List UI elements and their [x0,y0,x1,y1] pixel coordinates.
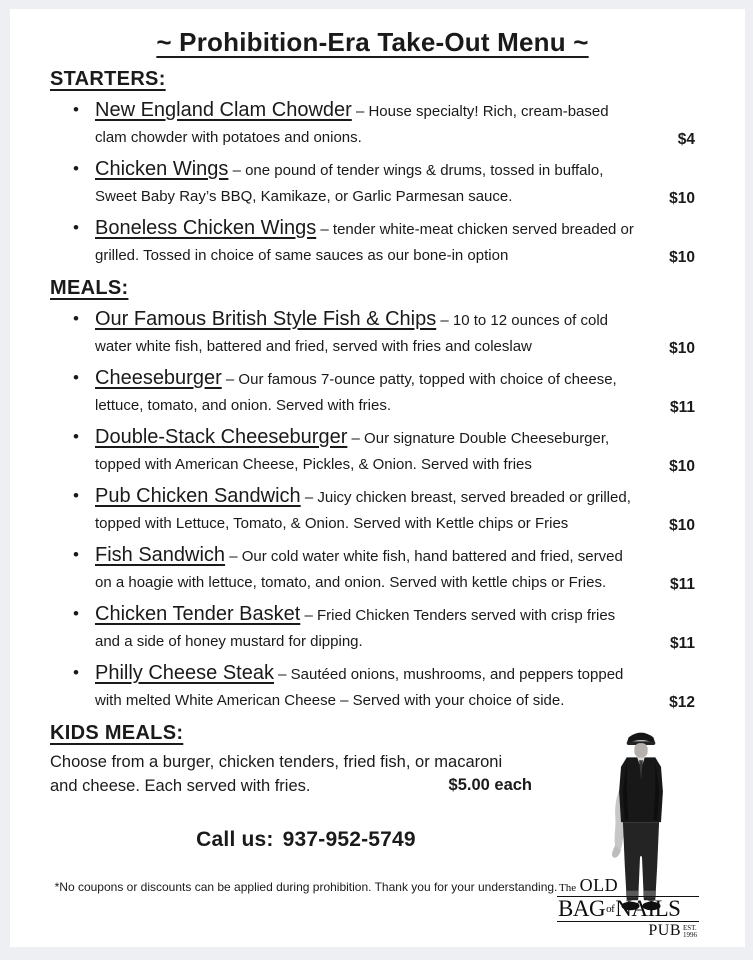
menu-item-price: $10 [669,458,695,475]
menu-item-name: Boneless Chicken Wings [95,217,317,239]
wordmark-established: EST. 1996 [683,924,697,939]
call-us-label: Call us: [196,828,274,851]
menu-item-pub-chicken-sandwich [95,483,695,537]
menu-item-price: $4 [677,131,695,148]
section-starters [50,68,695,269]
section-heading-kids-meals: KIDS MEALS: [50,722,184,744]
menu-item-price: $10 [669,190,695,207]
bullet-icon [73,545,79,565]
menu-item-boneless-wings [95,215,695,269]
bullet-icon [73,486,79,506]
menu-item-price: $11 [669,635,695,652]
bullet-icon [73,368,79,388]
menu-item-name: Our Famous British Style Fish & Chips [95,308,437,330]
phone-number: 937-952-5749 [282,828,416,851]
menu-item-price: $10 [669,249,695,266]
menu-item-fish-sandwich [95,542,695,596]
pub-wordmark [557,875,699,939]
menu-item-name: Chicken Tender Basket [95,603,301,625]
wordmark-old: OLD [579,875,619,895]
section-heading-meals: MEALS: [50,277,129,299]
bullet-icon [73,159,79,179]
menu-item-description: – tender white-meat chicken served breaded or grilled. Tossed in choice of same sauces as our bone-in option [95,221,634,264]
menu-item-description: – 10 to 12 ounces of cold water white fish, battered and fried, served with fries and coleslaw [95,312,609,355]
menu-item-description: – Our cold water white fish, hand battered and fried, served on a hoagie with lettuce, tomato, and onion. Served with kettle chips or Fries. [95,548,623,591]
menu-item-price: $10 [669,517,695,534]
kids-meals-description: Choose from a burger, chicken tenders, fried fish, or macaroni and cheese. Each served with fries. [50,753,503,795]
section-meals [50,277,695,714]
bullet-icon [73,309,79,329]
menu-item-description: – Our famous 7-ounce patty, topped with choice of cheese, lettuce, tomato, and onion. Served with fries. [95,371,617,414]
kids-meals-price: $5.00 each [448,775,532,794]
menu-page [10,9,745,947]
menu-item-name: Philly Cheese Steak [95,662,274,684]
wordmark-of: of [606,903,615,915]
bullet-icon [73,100,79,120]
menu-item-name: New England Clam Chowder [95,99,352,121]
wordmark-pub: PUB [648,922,681,939]
menu-item-philly-cheese-steak [95,660,695,714]
bullet-icon [73,427,79,447]
menu-item-price: $11 [669,576,695,593]
bullet-icon [73,218,79,238]
menu-item-chicken-tender-basket [95,601,695,655]
menu-item-chicken-wings [95,156,695,210]
bullet-icon [73,604,79,624]
menu-item-description: – Our signature Double Cheeseburger, topped with American Cheese, Pickles, & Onion. Served with fries [95,430,610,473]
kids-meals-text-block [50,751,532,798]
menu-item-description: – Fried Chicken Tenders served with crisp fries and a side of honey mustard for dipping. [95,607,616,650]
menu-item-fish-and-chips [95,306,695,360]
menu-item-price: $10 [669,340,695,357]
menu-item-name: Cheeseburger [95,367,222,389]
menu-item-description: – Sautéed onions, mushrooms, and peppers topped with melted White American Cheese – Served with your choice of side. [95,666,624,709]
call-us-line [50,828,562,852]
disclaimer-footnote: *No coupons or discounts can be applied during prohibition. Thank you for your understanding. [54,880,558,894]
menu-item-name: Chicken Wings [95,158,229,180]
menu-item-double-stack [95,424,695,478]
pub-logo [557,725,699,941]
menu-item-name: Double-Stack Cheeseburger [95,426,348,448]
menu-item-cheeseburger [95,365,695,419]
wordmark-bag: BAG [558,896,606,921]
bullet-icon [73,663,79,683]
menu-item-price: $11 [669,399,695,416]
menu-item-description: – one pound of tender wings & drums, tossed in buffalo, Sweet Baby Ray’s BBQ, Kamikaze, or Garlic Parmesan sauce. [95,162,604,205]
menu-item-description: – House specialty! Rich, cream-based clam chowder with potatoes and onions. [95,103,609,146]
menu-item-clam-chowder [95,97,695,151]
wordmark-nails: NAILS [615,896,681,921]
menu-item-name: Pub Chicken Sandwich [95,485,301,507]
page-title: ~ Prohibition-Era Take-Out Menu ~ [156,27,589,57]
wordmark-the: The [559,882,577,894]
section-heading-starters: STARTERS: [50,68,166,90]
menu-item-price: $12 [669,694,695,711]
menu-item-name: Fish Sandwich [95,544,226,566]
menu-item-description: – Juicy chicken breast, served breaded or grilled, topped with Lettuce, Tomato, & Onion. Served with Kettle chips or Fries [95,489,631,532]
